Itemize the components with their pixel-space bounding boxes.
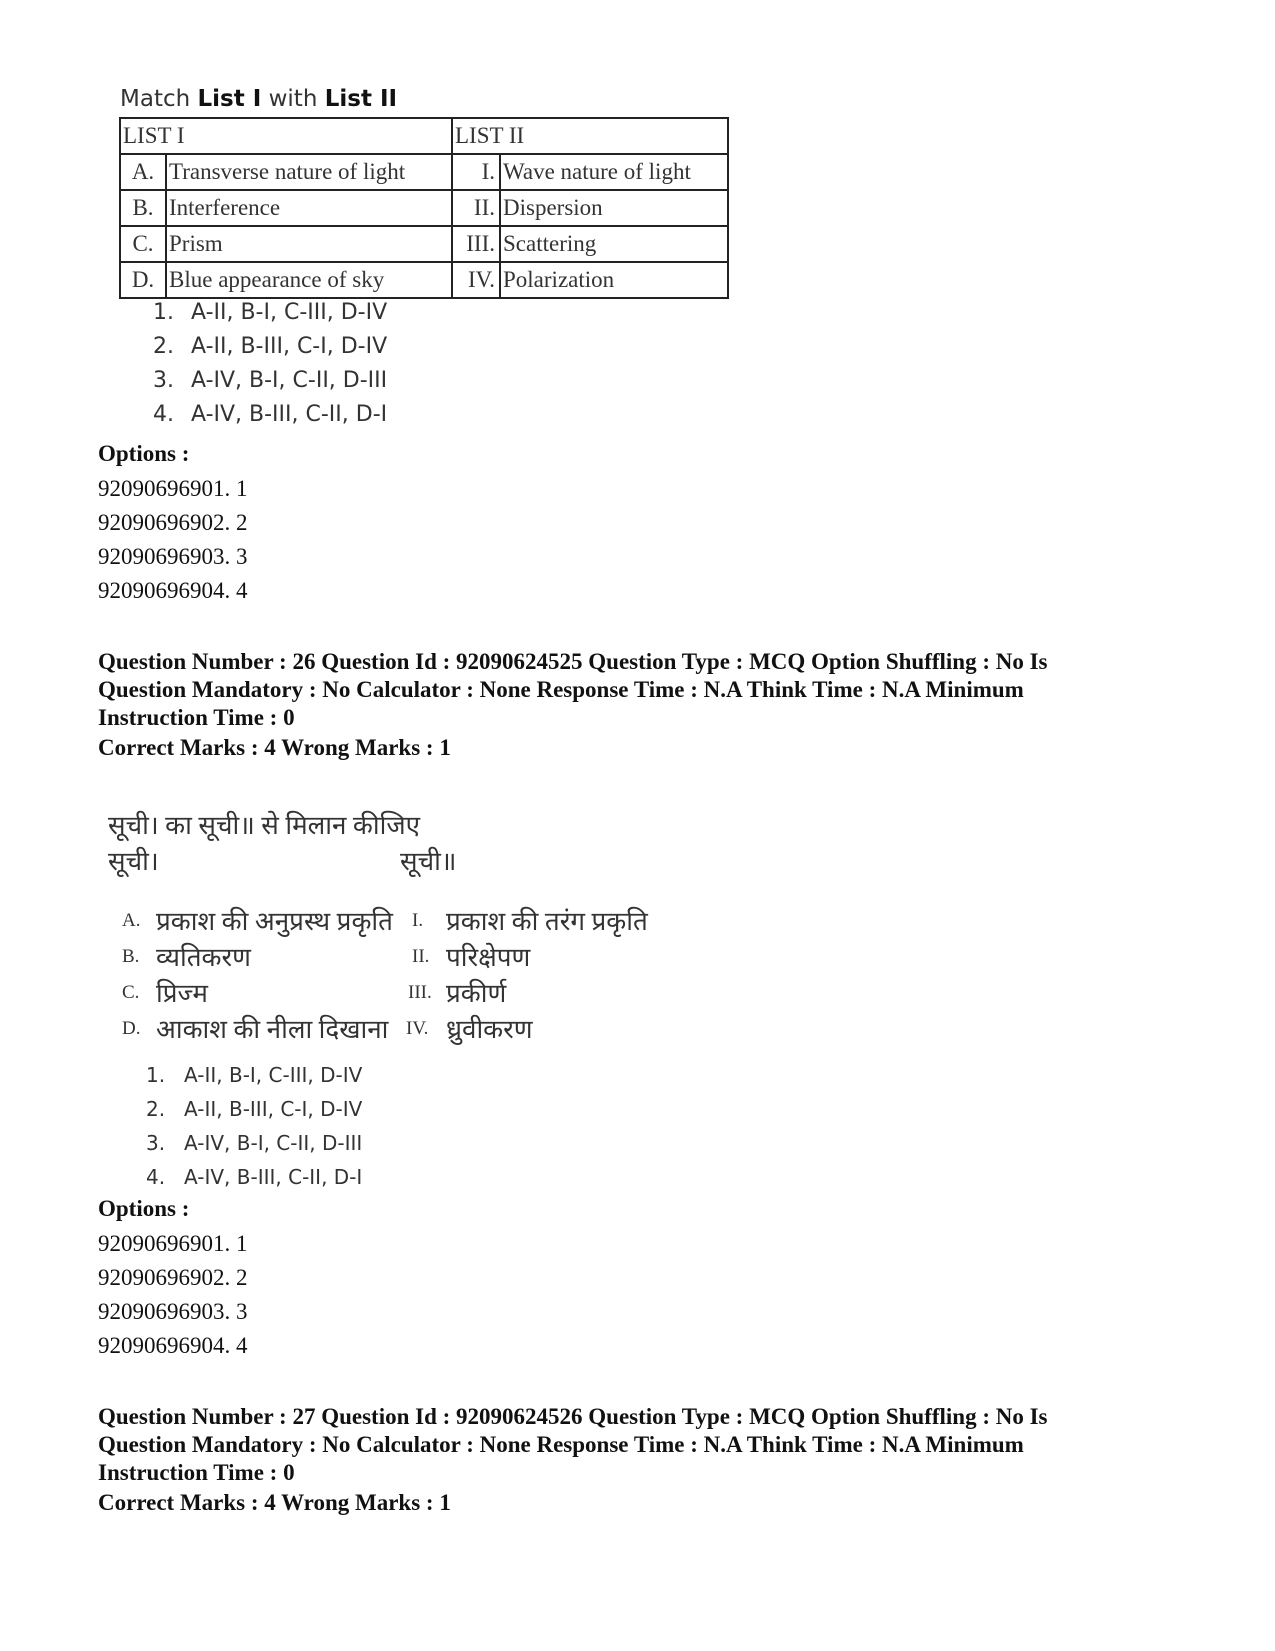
list2-item: Wave nature of light [500,154,728,190]
list1-item: Prism [166,226,452,262]
choice-number: 4. [153,402,174,427]
choice-number: 1. [146,1063,166,1087]
option-item: 92090696902. 2 [98,1265,248,1290]
choice-number: 1. [153,300,174,325]
hindi-list2-item: परिक्षेपण [446,943,531,972]
meta-line: Question Mandatory : No Calculator : None Response Time : N.A Think Time : N.A Minimum [98,1432,1024,1457]
answer-choices-list [153,296,387,432]
options-label: Options : [98,1196,190,1221]
list-item [146,1126,362,1160]
question-meta [98,1403,1178,1487]
meta-line: Question Number : 27 Question Id : 92090624526 Question Type : MCQ Option Shuffling : No Is [98,1404,1048,1429]
row-letter: D. [120,262,166,298]
row-letter: A. [120,154,166,190]
marks-line: Correct Marks : 4 Wrong Marks : 1 [98,735,451,760]
list2-item: Dispersion [500,190,728,226]
hindi-row-roman: IV. [406,1018,429,1039]
choice-number: 3. [153,368,174,393]
list2-item: Polarization [500,262,728,298]
list-item [146,1092,362,1126]
match-table [119,117,729,299]
list1-item: Interference [166,190,452,226]
options-label: Options : [98,441,190,466]
list1-item: Blue appearance of sky [166,262,452,298]
choice-number: 2. [153,334,174,359]
meta-line: Instruction Time : 0 [98,1460,295,1485]
hindi-list2-item: प्रकाश की तरंग प्रकृति [446,907,648,936]
option-item: 92090696901. 1 [98,476,248,501]
list1-item: Transverse nature of light [166,154,452,190]
meta-line: Instruction Time : 0 [98,705,295,730]
hindi-list1-item: व्यतिकरण [156,943,251,972]
options-list [98,1227,248,1363]
hindi-question-title: सूची। का सूची॥ से मिलान कीजिए [108,811,421,840]
hindi-list1-item: प्रिज्म [156,979,208,1008]
row-letter: C. [120,226,166,262]
option-item: 92090696902. 2 [98,510,248,535]
option-item: 92090696901. 1 [98,1231,248,1256]
choice-text: A-IV, B-I, C-II, D-III [184,1131,363,1155]
choice-number: 2. [146,1097,166,1121]
choice-text: A-II, B-I, C-III, D-IV [191,300,388,325]
table-row [120,154,728,190]
choice-text: A-II, B-III, C-I, D-IV [191,334,388,359]
hindi-row-letter: B. [122,946,140,967]
choice-number: 4. [146,1165,166,1189]
table-row [120,262,728,298]
option-item: 92090696904. 4 [98,578,248,603]
option-item: 92090696904. 4 [98,1333,248,1358]
list-item [146,1058,362,1092]
question-meta [98,648,1178,732]
options-list [98,472,248,608]
header-list1: LIST I [120,118,452,154]
hindi-list1-item: प्रकाश की अनुप्रस्थ प्रकृति [156,907,393,936]
row-roman: I. [452,154,500,190]
table-row [120,226,728,262]
row-roman: II. [452,190,500,226]
hindi-row-letter: D. [122,1018,141,1039]
choice-text: A-IV, B-III, C-II, D-I [184,1165,363,1189]
row-letter: B. [120,190,166,226]
row-roman: IV. [452,262,500,298]
question-title: Match List I with List II [120,86,398,112]
hindi-list2-item: प्रकीर्ण [446,979,507,1008]
list-item [153,330,387,364]
header-list2: LIST II [452,118,728,154]
choice-text: A-II, B-III, C-I, D-IV [184,1097,363,1121]
list-item [153,296,387,330]
choice-text: A-II, B-I, C-III, D-IV [184,1063,363,1087]
table-row [120,190,728,226]
list2-item: Scattering [500,226,728,262]
hindi-row-letter: C. [122,982,140,1003]
hindi-answer-choices-list [146,1058,362,1194]
choice-text: A-IV, B-I, C-II, D-III [191,368,388,393]
table-header-row [120,118,728,154]
list-item [146,1160,362,1194]
row-roman: III. [452,226,500,262]
hindi-row-roman: I. [412,910,424,931]
meta-line: Question Number : 26 Question Id : 92090624525 Question Type : MCQ Option Shuffling : No Is [98,649,1048,674]
choice-text: A-IV, B-III, C-II, D-I [191,402,388,427]
marks-line: Correct Marks : 4 Wrong Marks : 1 [98,1490,451,1515]
list-item [153,398,387,432]
hindi-list1-item: आकाश की नीला दिखाना [156,1015,389,1044]
option-item: 92090696903. 3 [98,1299,248,1324]
option-item: 92090696903. 3 [98,544,248,569]
hindi-row-roman: III. [408,982,432,1003]
meta-line: Question Mandatory : No Calculator : None Response Time : N.A Think Time : N.A Minimum [98,677,1024,702]
hindi-list2-item: ध्रुवीकरण [446,1015,533,1044]
list-item [153,364,387,398]
hindi-header-list1: सूची। [108,847,159,876]
choice-number: 3. [146,1131,166,1155]
hindi-row-roman: II. [412,946,430,967]
hindi-header-list2: सूची॥ [400,847,457,876]
hindi-row-letter: A. [122,910,141,931]
